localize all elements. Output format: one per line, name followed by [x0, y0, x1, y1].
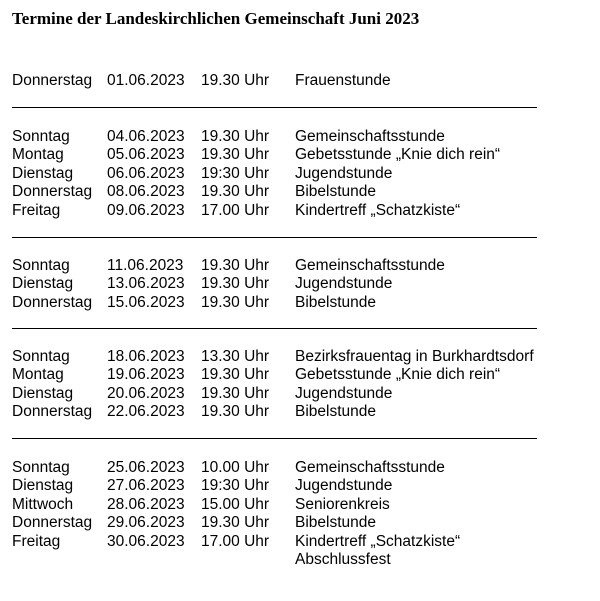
weekday: Dienstag	[12, 275, 74, 293]
time: 13.30 Uhr	[201, 348, 270, 365]
date: 30.06.2023	[107, 532, 185, 550]
date: 11.06.2023	[107, 257, 184, 274]
time: 19.30 Uhr	[201, 72, 270, 89]
time: 10.00 Uhr	[201, 459, 270, 476]
weekday: Freitag	[12, 532, 61, 550]
time: 19.30 Uhr	[201, 128, 270, 145]
time: 19.30 Uhr	[201, 257, 270, 274]
page-title: Termine der Landeskirchlichen Gemeinschaft Juni 2023	[12, 9, 420, 28]
event: Frauenstunde	[295, 72, 391, 89]
divider	[12, 107, 537, 108]
time: 19.30 Uhr	[201, 293, 270, 311]
event: Bibelstunde	[295, 293, 377, 311]
event: Bibelstunde	[295, 183, 377, 201]
time: 19:30 Uhr	[201, 164, 270, 182]
time: 19.30 Uhr	[201, 275, 270, 293]
date: 05.06.2023	[107, 146, 185, 164]
weekday: Sonntag	[12, 459, 70, 476]
event: Bezirksfrauentag in Burkhardtsdorf	[295, 348, 534, 365]
event: Kindertreff „Schatzkiste“	[295, 201, 461, 219]
weekday: Donnerstag	[12, 72, 93, 89]
weekday: Donnerstag	[12, 293, 93, 311]
time: 19.30 Uhr	[201, 366, 270, 384]
weekday: Sonntag	[12, 128, 70, 145]
weekday: Donnerstag	[12, 403, 93, 421]
date: 13.06.2023	[107, 275, 185, 293]
date: 08.06.2023	[107, 183, 185, 201]
weekday: Donnerstag	[12, 183, 93, 201]
time: 19.30 Uhr	[201, 384, 270, 402]
time: 17.00 Uhr	[201, 532, 270, 550]
time: 19:30 Uhr	[201, 477, 270, 495]
time: 15.00 Uhr	[201, 495, 270, 513]
event: Bibelstunde	[295, 514, 377, 532]
date: 01.06.2023	[107, 72, 185, 89]
date: 15.06.2023	[107, 293, 185, 311]
weekday: Sonntag	[12, 257, 70, 274]
event: Gemeinschaftsstunde	[295, 128, 445, 145]
weekday: Sonntag	[12, 348, 70, 365]
date: 06.06.2023	[107, 164, 185, 182]
event: Kindertreff „Schatzkiste“	[295, 532, 461, 550]
time: 17.00 Uhr	[201, 201, 270, 219]
event: Jugendstunde	[295, 275, 393, 293]
weekday: Donnerstag	[12, 514, 93, 532]
date: 28.06.2023	[107, 495, 185, 513]
weekday: Dienstag	[12, 384, 74, 402]
weekday: Dienstag	[12, 477, 74, 495]
event: Jugendstunde	[295, 384, 393, 402]
event: Gebetsstunde „Knie dich rein“	[295, 366, 501, 384]
weekday: Montag	[12, 366, 64, 384]
time: 19.30 Uhr	[201, 514, 270, 532]
event: Gebetsstunde „Knie dich rein“	[295, 146, 501, 164]
weekday: Mittwoch	[12, 495, 74, 513]
time: 19.30 Uhr	[201, 183, 270, 201]
event: Gemeinschaftsstunde	[295, 257, 445, 274]
date: 29.06.2023	[107, 514, 185, 532]
event: Seniorenkreis	[295, 495, 390, 513]
date: 04.06.2023	[107, 128, 185, 145]
event: Bibelstunde	[295, 403, 377, 421]
date: 19.06.2023	[107, 366, 185, 384]
divider	[12, 328, 537, 329]
date: 25.06.2023	[107, 459, 185, 476]
weekday: Freitag	[12, 201, 61, 219]
time: 19.30 Uhr	[201, 146, 270, 164]
weekday: Dienstag	[12, 164, 74, 182]
divider	[12, 237, 537, 238]
event-extra-line: Abschlussfest	[295, 550, 391, 568]
date: 18.06.2023	[107, 348, 185, 365]
event: Gemeinschaftsstunde	[295, 459, 445, 476]
date: 20.06.2023	[107, 384, 185, 402]
date: 09.06.2023	[107, 201, 185, 219]
event: Jugendstunde	[295, 164, 393, 182]
divider	[12, 438, 537, 439]
date: 22.06.2023	[107, 403, 185, 421]
time: 19.30 Uhr	[201, 403, 270, 421]
weekday: Montag	[12, 146, 64, 164]
date: 27.06.2023	[107, 477, 185, 495]
event: Jugendstunde	[295, 477, 393, 495]
